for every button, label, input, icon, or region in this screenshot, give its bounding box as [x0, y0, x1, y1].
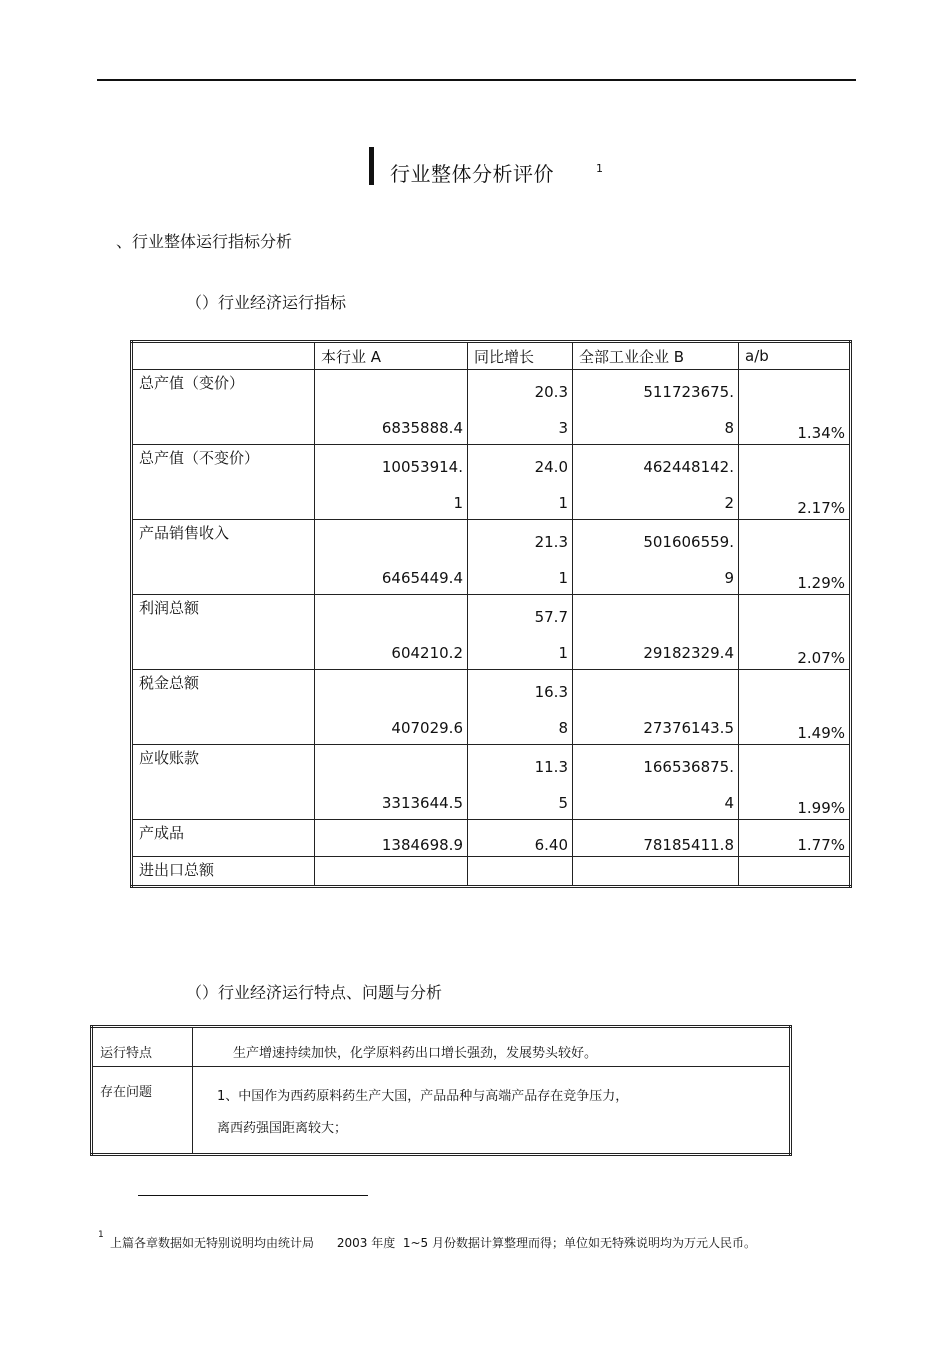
cell-part: 10053914.	[381, 458, 463, 476]
cell-growth	[468, 595, 573, 670]
table-row	[92, 1067, 791, 1155]
cell-industry-a	[315, 520, 468, 595]
cell-ratio: 2.07%	[739, 595, 851, 670]
row-label: 税金总额	[132, 670, 315, 745]
cell-industry-a	[315, 370, 468, 445]
cell-part: 29182329.4	[643, 644, 734, 662]
table-row	[132, 670, 851, 745]
cell-part: 8	[558, 719, 568, 737]
table-row	[132, 745, 851, 820]
cell-industry-a	[315, 745, 468, 820]
cell-growth	[468, 745, 573, 820]
cell-growth: 6.40	[468, 820, 573, 857]
cell-all-industry-b	[573, 370, 739, 445]
table-row	[132, 370, 851, 445]
page-title: 行业整体分析评价	[390, 162, 554, 186]
cell-all-industry-b	[573, 670, 739, 745]
cell-part: 2	[724, 494, 734, 512]
cell-part: 166536875.	[643, 758, 734, 776]
cell-ratio: 1.77%	[739, 820, 851, 857]
cell-part: 8	[724, 419, 734, 437]
header-cell-blank	[132, 342, 315, 370]
cell-part: 1	[558, 494, 568, 512]
subsection-heading-indicators: （）行业经济运行指标	[186, 293, 347, 312]
row-label: 产品销售收入	[132, 520, 315, 595]
header-cell-growth: 同比增长	[468, 342, 573, 370]
cell-ratio: 1.34%	[739, 370, 851, 445]
cell-part: 9	[724, 569, 734, 587]
table-row	[132, 820, 851, 857]
cell-all-industry-b	[573, 520, 739, 595]
table-row	[92, 1027, 791, 1067]
cell-part: 462448142.	[643, 458, 734, 476]
row-label: 应收账款	[132, 745, 315, 820]
subsection-heading-features: （）行业经济运行特点、问题与分析	[186, 983, 443, 1002]
cell-growth	[468, 370, 573, 445]
cell-industry-a	[315, 857, 468, 887]
cell-all-industry-b	[573, 595, 739, 670]
cell-ratio: 2.17%	[739, 445, 851, 520]
header-cell-industry-a: 本行业 A	[315, 342, 468, 370]
footnote-marker: 1	[98, 1230, 104, 1240]
cell-part: 4	[724, 794, 734, 812]
cell-part: 6465449.4	[381, 569, 463, 587]
cell-ratio: 1.29%	[739, 520, 851, 595]
cell-industry-a	[315, 595, 468, 670]
cell-part: 20.3	[534, 383, 568, 401]
cell-industry-a	[315, 445, 468, 520]
feature-label: 运行特点	[92, 1027, 193, 1067]
cell-growth	[468, 520, 573, 595]
row-label: 总产值（不变价）	[132, 445, 315, 520]
indicator-table	[130, 340, 852, 888]
table-row	[132, 595, 851, 670]
cell-part: 604210.2	[391, 644, 463, 662]
table-row	[132, 520, 851, 595]
cell-all-industry-b	[573, 745, 739, 820]
cell-part: 1	[453, 494, 463, 512]
cell-part: 6835888.4	[381, 419, 463, 437]
feature-text: 生产增速持续加快，化学原料药出口增长强劲，发展势头较好。	[193, 1027, 791, 1067]
header-rule	[97, 79, 856, 81]
section-heading: 、行业整体运行指标分析	[116, 232, 293, 251]
cell-all-industry-b	[573, 445, 739, 520]
cell-growth	[468, 445, 573, 520]
features-table	[90, 1025, 792, 1156]
cell-ratio: 1.49%	[739, 670, 851, 745]
cell-part: 21.3	[534, 533, 568, 551]
title-footnote-marker: 1	[596, 162, 603, 175]
row-label: 进出口总额	[132, 857, 315, 887]
cell-part: 511723675.	[643, 383, 734, 401]
table-row	[132, 857, 851, 887]
row-label: 产成品	[132, 820, 315, 857]
problem-label: 存在问题	[92, 1067, 193, 1155]
cell-industry-a	[315, 670, 468, 745]
title-marker-bar	[369, 147, 374, 185]
cell-part: 501606559.	[643, 533, 734, 551]
problem-text	[193, 1067, 791, 1155]
cell-part: 3313644.5	[381, 794, 463, 812]
cell-part: 3	[558, 419, 568, 437]
cell-part: 1	[558, 644, 568, 662]
cell-part: 24.0	[534, 458, 568, 476]
cell-growth	[468, 857, 573, 887]
cell-all-industry-b	[573, 857, 739, 887]
problem-line: 1、中国作为西药原料药生产大国，产品品种与高端产品存在竞争压力，	[217, 1089, 629, 1104]
cell-industry-a: 1384698.9	[315, 820, 468, 857]
cell-part: 5	[558, 794, 568, 812]
cell-part: 407029.6	[391, 719, 463, 737]
indicator-table-header	[132, 342, 851, 370]
row-label: 总产值（变价）	[132, 370, 315, 445]
header-cell-all-industry-b: 全部工业企业 B	[573, 342, 739, 370]
cell-all-industry-b: 78185411.8	[573, 820, 739, 857]
table-row	[132, 445, 851, 520]
cell-part: 27376143.5	[643, 719, 734, 737]
problem-line: 离西药强国距离较大；	[217, 1121, 348, 1136]
footnote-separator	[138, 1195, 368, 1196]
cell-part: 57.7	[534, 608, 568, 626]
cell-ratio	[739, 857, 851, 887]
cell-part: 16.3	[534, 683, 568, 701]
footnote-text: 上篇各章数据如无特别说明均由统计局 2003 年度 1~5 月份数据计算整理而得；单位如无特殊说明均为万元人民币。	[110, 1236, 757, 1250]
cell-growth	[468, 670, 573, 745]
row-label: 利润总额	[132, 595, 315, 670]
cell-part: 11.3	[534, 758, 568, 776]
cell-ratio: 1.99%	[739, 745, 851, 820]
header-cell-ratio: a/b	[739, 342, 851, 370]
cell-part: 1	[558, 569, 568, 587]
